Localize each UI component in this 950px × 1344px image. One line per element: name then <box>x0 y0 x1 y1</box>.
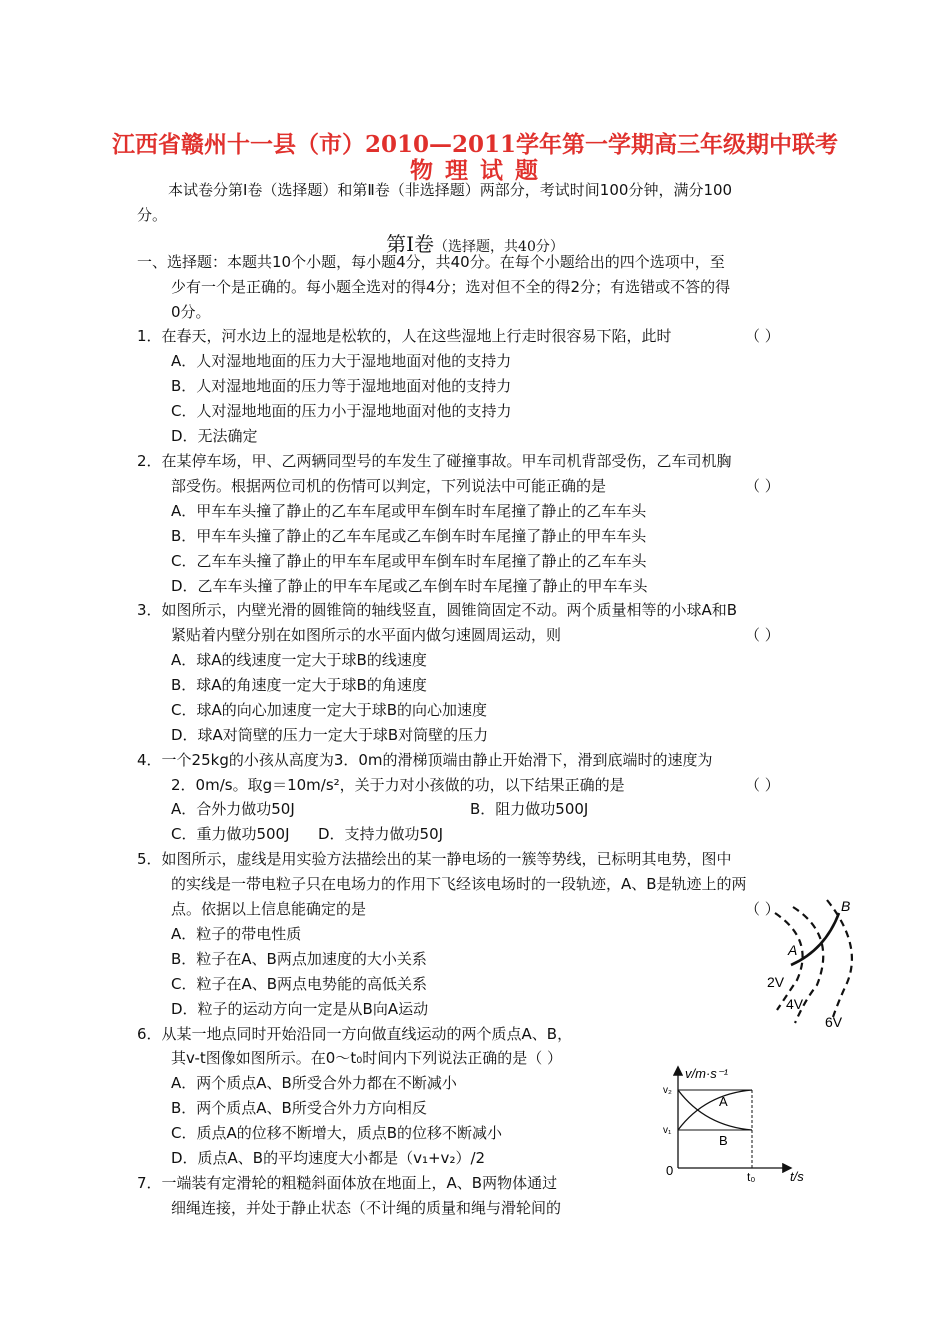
q2-option-a: A．甲车车头撞了静止的乙车车尾或甲车倒车时车尾撞了静止的乙车车头 <box>171 502 647 520</box>
q2-option-b: B．甲车车头撞了静止的乙车车尾或乙车倒车时车尾撞了静止的甲车车头 <box>171 527 647 545</box>
q4-option-c: C．重力做功500J <box>171 825 290 843</box>
q3-option-d: D．球A对筒壁的压力一定大于球B对筒壁的压力 <box>171 726 489 744</box>
q5-option-a: A．粒子的带电性质 <box>171 925 302 943</box>
q6-option-d: D．质点A、B的平均速度大小都是（v₁+v₂）/2 <box>171 1149 486 1167</box>
instructions-line-2: 少有一个是正确的。每小题全选对的得4分；选对但不全的得2分；有选错或不答的得 <box>171 278 731 296</box>
q2-stem-2: 部受伤。根据两位司机的伤情可以判定，下列说法中可能正确的是 <box>171 477 607 495</box>
equipotential-line-6v <box>827 900 852 1017</box>
v-axis-label: v/m·s⁻¹ <box>685 1066 728 1081</box>
q1-option-a: A．人对湿地地面的压力大于湿地地面对他的支持力 <box>171 352 512 370</box>
instructions-line-3: 0分。 <box>171 303 211 321</box>
q3-option-c: C．球A的向心加速度一定大于球B的向心加速度 <box>171 701 488 719</box>
t-axis-label: t/s <box>790 1169 804 1184</box>
q3-option-b: B．球A的角速度一定大于球B的角速度 <box>171 676 427 694</box>
q6-option-b: B．两个质点A、B所受合外力方向相反 <box>171 1099 427 1117</box>
q1-option-d: D．无法确定 <box>171 427 258 445</box>
q4-stem-2: 2．0m/s。取g＝10m/s²，关于力对小孩做的功，以下结果正确的是 <box>171 776 625 794</box>
q4-option-d: D．支持力做功50J <box>318 825 444 843</box>
v2-label: v₂ <box>663 1085 672 1096</box>
q4-option-a: A．合外力做功50J <box>171 800 295 818</box>
curve-a <box>678 1090 752 1130</box>
point-a-label: A <box>788 942 798 958</box>
t0-label: t₀ <box>747 1170 756 1184</box>
q7-stem-2: 细绳连接，并处于静止状态（不计绳的质量和绳与滑轮间的 <box>171 1199 562 1217</box>
section-note: （选择题，共40分） <box>434 239 564 255</box>
q2-option-c: C．乙车车头撞了静止的甲车车尾或甲车倒车时车尾撞了静止的乙车车头 <box>171 552 647 570</box>
q3-answer-bracket: （ ） <box>745 626 780 644</box>
q2-stem-1: 2．在某停车场，甲、乙两辆同型号的车发生了碰撞事故。甲车司机背部受伤，乙车司机胸 <box>137 452 732 470</box>
particle-trajectory <box>791 913 839 965</box>
intro-line-2: 分。 <box>137 206 168 224</box>
q5-stem-2: 的实线是一带电粒子只在电场力的作用下飞经该电场时的一段轨迹，A、B是轨迹上的两 <box>171 875 747 893</box>
q3-stem-1: 3．如图所示，内壁光滑的圆锥筒的轴线竖直，圆锥筒固定不动。两个质量相等的小球A和B <box>137 601 738 619</box>
q5-option-c: C．粒子在A、B两点电势能的高低关系 <box>171 975 428 993</box>
instructions-line-1: 一、选择题：本题共10个小题，每小题4分，共40分。在每个小题给出的四个选项中，至 <box>137 253 725 271</box>
q7-stem-1: 7．一端装有定滑轮的粗糙斜面体放在地面上，A、B两物体通过 <box>137 1174 558 1192</box>
q4-option-b: B．阻力做功500J <box>470 800 589 818</box>
curve-a-label: A <box>719 1094 728 1109</box>
v1-label: v₁ <box>663 1125 672 1136</box>
potential-label-2v: 2V <box>767 974 785 990</box>
curve-b <box>678 1090 752 1130</box>
q5-answer-bracket: （ ） <box>745 900 780 918</box>
q4-answer-bracket: （ ） <box>745 776 780 794</box>
q6-stem-2: 其v-t图像如图所示。在0～t₀时间内下列说法正确的是（ ） <box>171 1049 562 1067</box>
q3-option-a: A．球A的线速度一定大于球B的线速度 <box>171 651 427 669</box>
section-title: 第Ⅰ卷 <box>386 232 435 256</box>
q6-stem-1: 6．从某一地点同时开始沿同一方向做直线运动的两个质点A、B， <box>137 1025 573 1043</box>
origin-label: 0 <box>666 1163 674 1178</box>
intro-line-1: 本试卷分第Ⅰ卷（选择题）和第Ⅱ卷（非选择题）两部分，考试时间100分钟，满分100 <box>168 181 733 199</box>
exam-title: 江西省赣州十一县（市）2010—2011学年第一学期高三年级期中联考 <box>111 131 839 158</box>
q6-option-a: A．两个质点A、B所受合外力都在不断减小 <box>171 1074 457 1092</box>
q1-answer-bracket: （ ） <box>745 327 780 345</box>
vt-graph <box>655 1060 815 1190</box>
q5-option-b: B．粒子在A、B两点加速度的大小关系 <box>171 950 427 968</box>
q2-option-d: D．乙车车头撞了静止的甲车车尾或乙车倒车时车尾撞了静止的甲车车头 <box>171 577 648 595</box>
point-b-label: B <box>841 898 851 914</box>
q2-answer-bracket: （ ） <box>745 477 780 495</box>
exam-subtitle: 物 理 试 题 <box>409 157 541 184</box>
potential-label-4v: 4V <box>786 996 804 1012</box>
q4-stem-1: 4．一个25kg的小孩从高度为3．0m的滑梯顶端由静止开始滑下，滑到底端时的速度为 <box>137 751 713 769</box>
equipotential-figure <box>755 895 865 1035</box>
q1-stem: 1．在春天，河水边上的湿地是松软的，人在这些湿地上行走时很容易下陷，此时 <box>137 327 672 345</box>
potential-label-6v: 6V <box>825 1014 843 1030</box>
q5-stem-1: 5．如图所示，虚线是用实验方法描绘出的某一静电场的一簇等势线，已标明其电势，图中 <box>137 850 732 868</box>
q5-stem-3: 点。依据以上信息能确定的是 <box>171 900 367 918</box>
curve-b-label: B <box>719 1133 728 1148</box>
q6-option-c: C．质点A的位移不断增大，质点B的位移不断减小 <box>171 1124 503 1142</box>
q1-option-b: B．人对湿地地面的压力等于湿地地面对他的支持力 <box>171 377 512 395</box>
q3-stem-2: 紧贴着内壁分别在如图所示的水平面内做匀速圆周运动，则 <box>171 626 562 644</box>
q5-option-d: D．粒子的运动方向一定是从B向A运动 <box>171 1000 429 1018</box>
q1-option-c: C．人对湿地地面的压力小于湿地地面对他的支持力 <box>171 402 512 420</box>
